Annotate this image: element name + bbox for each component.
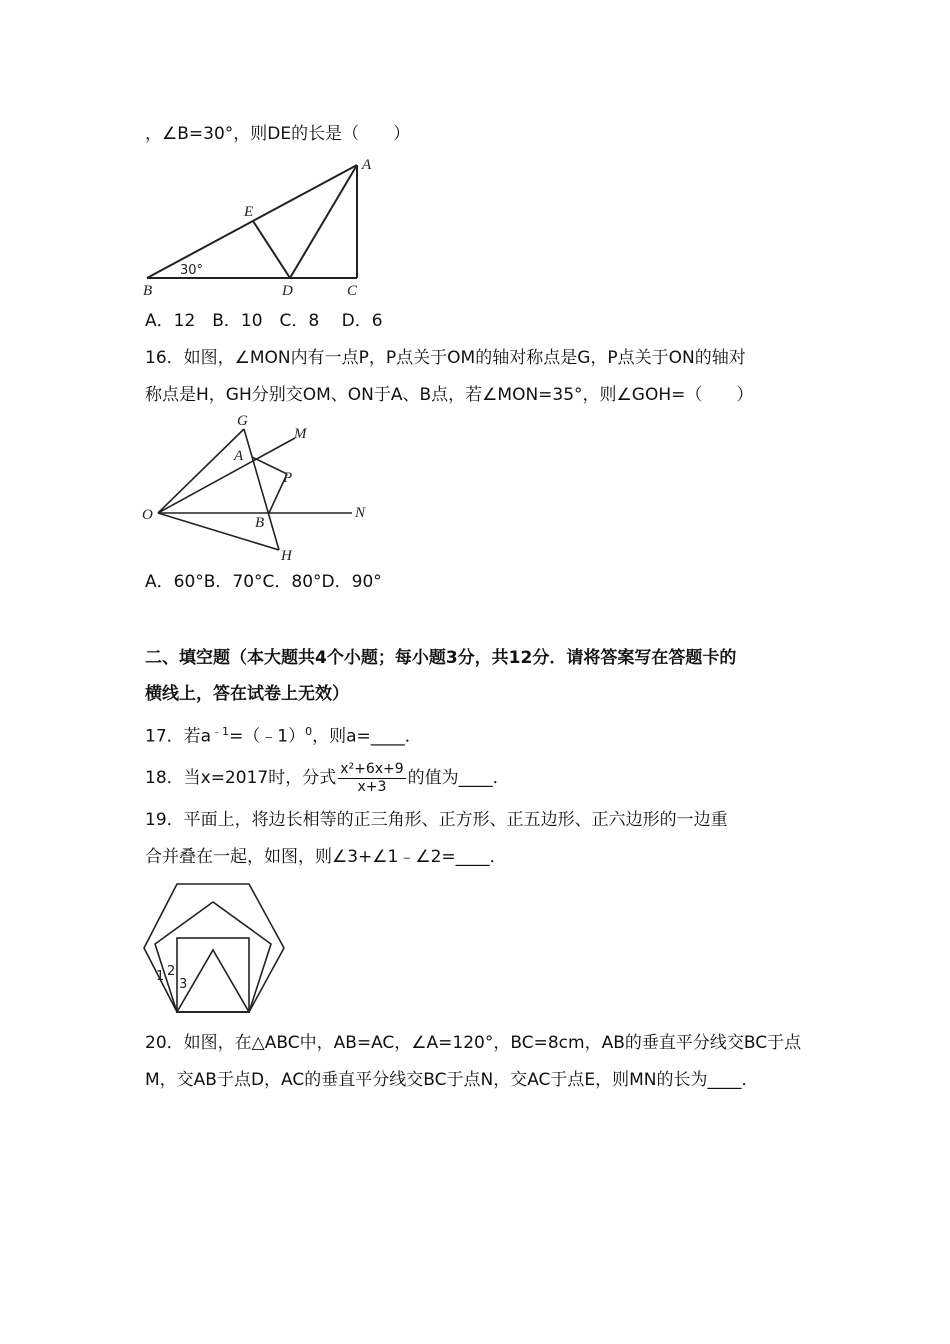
label-B: B <box>143 283 153 299</box>
q16-stem-line1: 16．如图，∠MON内有一点P，P点关于OM的轴对称点是G，P点关于ON的轴对 <box>145 348 746 368</box>
label-M: M <box>294 426 307 442</box>
q18 <box>145 758 510 798</box>
q16-options: A．60°B．70°C．80°D．90° <box>145 572 382 592</box>
label-E: E <box>244 204 254 220</box>
segment-OG <box>158 429 244 513</box>
label-G: G <box>237 413 248 429</box>
label-angle-2: 2 <box>167 964 176 979</box>
q18-post: 的值为____． <box>407 768 510 788</box>
q17 <box>145 720 422 749</box>
q18-denominator: x+3 <box>357 778 387 795</box>
q19-stem-line1: 19．平面上，将边长相等的正三角形、正方形、正五边形、正六边形的一边重 <box>145 810 728 830</box>
pentagon <box>155 902 271 1012</box>
label-H: H <box>281 548 292 564</box>
q19-polygons-figure <box>140 878 290 1018</box>
segment-GH <box>244 429 279 550</box>
q17-exponent1: ﹣1 <box>211 725 230 738</box>
q19-stem-line2: 合并叠在一起，如图，则∠3+∠1﹣∠2=____． <box>145 847 507 867</box>
q17-post: ，则a=____． <box>312 726 422 747</box>
label-angle-1: 1 <box>156 969 165 984</box>
label-A: A <box>234 448 244 464</box>
q15-options: A．12 B．10 C．8 D．6 <box>145 311 383 331</box>
q16-stem-line2: 称点是H，GH分别交OM、ON于A、B点，若∠MON=35°，则∠GOH=（ ） <box>145 385 754 405</box>
section2-heading-line2: 横线上，答在试卷上无效） <box>145 684 349 704</box>
q16-reflection-figure <box>140 410 380 565</box>
q17-mid: =（﹣1） <box>229 726 306 747</box>
label-A: A <box>362 157 372 173</box>
section2-heading-line1: 二、填空题（本大题共4个小题；每小题3分，共12分．请将答案写在答题卡的 <box>145 648 737 668</box>
q15-triangle-figure <box>140 155 380 300</box>
label-C: C <box>347 283 358 299</box>
label-N: N <box>355 505 366 521</box>
q18-pre: 18．当x=2017时，分式 <box>145 768 337 788</box>
q18-numerator: x²+6x+9 <box>340 760 404 777</box>
triangle <box>177 950 249 1012</box>
q17-exponent2: 0 <box>305 725 313 738</box>
label-D: D <box>282 283 293 299</box>
label-angle-30: 30° <box>180 263 204 278</box>
label-O: O <box>142 507 153 523</box>
label-angle-3: 3 <box>179 977 188 992</box>
q15-stem: ，∠B=30°，则DE的长是（ ） <box>145 124 411 144</box>
segment-ED <box>253 221 290 278</box>
q18-fraction <box>338 761 405 796</box>
q20-stem-line1: 20．如图，在△ABC中，AB=AC，∠A=120°，BC=8cm，AB的垂直平分线交BC于点 <box>145 1033 802 1053</box>
q17-pre: 17．若a <box>145 726 212 747</box>
label-P: P <box>283 470 293 486</box>
segment-BA <box>147 165 357 278</box>
q20-stem-line2: M，交AB于点D，AC的垂直平分线交BC于点N，交AC于点E，则MN的长为____． <box>145 1070 759 1090</box>
segment-AP <box>252 457 287 474</box>
label-B: B <box>255 515 265 531</box>
